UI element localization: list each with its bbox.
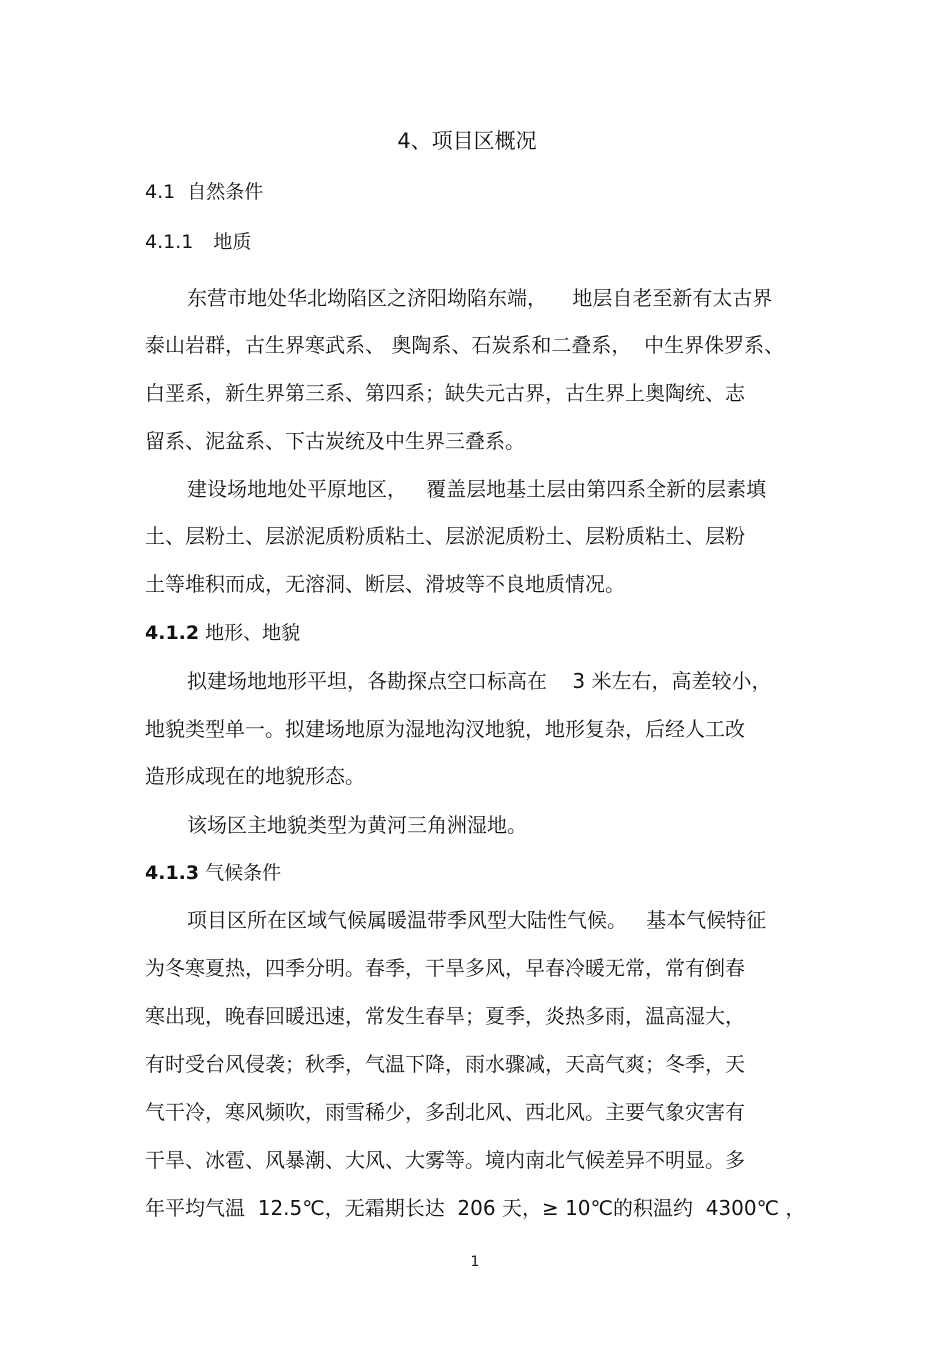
heading-number: 4.1.3 bbox=[145, 862, 200, 884]
heading-4-1-3 bbox=[145, 858, 281, 888]
paragraph-line: 干旱、冰雹、风暴潮、大风、大雾等。境内南北气候差异不明显。多 bbox=[145, 1148, 745, 1172]
paragraph-line: 拟建场地地形平坦，各勘探点空口标高在 3 米左右，高差较小， bbox=[187, 669, 772, 693]
paragraph-line: 土、层粉土、层淤泥质粉质粘土、层淤泥质粉土、层粉质粘土、层粉 bbox=[145, 524, 745, 548]
heading-text: 地质 bbox=[213, 231, 252, 253]
paragraph-line: 有时受台风侵袭；秋季，气温下降，雨水骤减，天高气爽；冬季，天 bbox=[145, 1052, 745, 1076]
heading-4-1-1 bbox=[145, 227, 251, 257]
paragraph-line: 泰山岩群，古生界寒武系、 奥陶系、石炭系和二叠系， 中生界侏罗系、 bbox=[145, 333, 785, 357]
paragraph-line: 该场区主地貌类型为黄河三角洲湿地。 bbox=[187, 813, 527, 837]
heading-4-1-2 bbox=[145, 618, 300, 648]
heading-number: 4.1 bbox=[145, 181, 176, 203]
heading-text: 气候条件 bbox=[205, 862, 282, 884]
page-title: 4、项目区概况 bbox=[397, 129, 537, 153]
paragraph-line: 白垩系，新生界第三系、第四系；缺失元古界，古生界上奥陶统、志 bbox=[145, 381, 745, 405]
paragraph-line: 土等堆积而成，无溶洞、断层、滑坡等不良地质情况。 bbox=[145, 572, 625, 596]
heading-text: 地形、地貌 bbox=[205, 622, 301, 644]
paragraph-line: 留系、泥盆系、下古炭统及中生界三叠系。 bbox=[145, 429, 525, 453]
heading-number: 4.1.2 bbox=[145, 622, 200, 644]
heading-number: 4.1.1 bbox=[145, 231, 194, 253]
paragraph-line: 东营市地处华北坳陷区之济阳坳陷东端， 地层自老至新有太古界 bbox=[187, 286, 773, 310]
paragraph-line: 气干冷，寒风频吹，雨雪稀少，多刮北风、西北风。主要气象灾害有 bbox=[145, 1100, 745, 1124]
heading-text: 自然条件 bbox=[187, 181, 264, 203]
paragraph-line: 造形成现在的地貌形态。 bbox=[145, 764, 365, 788]
heading-4-1 bbox=[145, 177, 263, 207]
paragraph-line: 寒出现，晚春回暖迅速，常发生春旱；夏季，炎热多雨，温高湿大， bbox=[145, 1004, 745, 1028]
page-number: 1 bbox=[470, 1254, 480, 1270]
paragraph-line: 年平均气温 12.5℃，无霜期长达 206 天，≥ 10℃的积温约 4300℃ ， bbox=[145, 1196, 806, 1220]
paragraph-line: 建设场地地处平原地区， 覆盖层地基土层由第四系全新的层素填 bbox=[187, 477, 767, 501]
paragraph-line: 地貌类型单一。拟建场地原为湿地沟汊地貌，地形复杂，后经人工改 bbox=[145, 717, 745, 741]
paragraph-line: 为冬寒夏热，四季分明。春季，干旱多风，早春冷暖无常，常有倒春 bbox=[145, 956, 745, 980]
paragraph-line: 项目区所在区域气候属暖温带季风型大陆性气候。 基本气候特征 bbox=[187, 908, 767, 932]
